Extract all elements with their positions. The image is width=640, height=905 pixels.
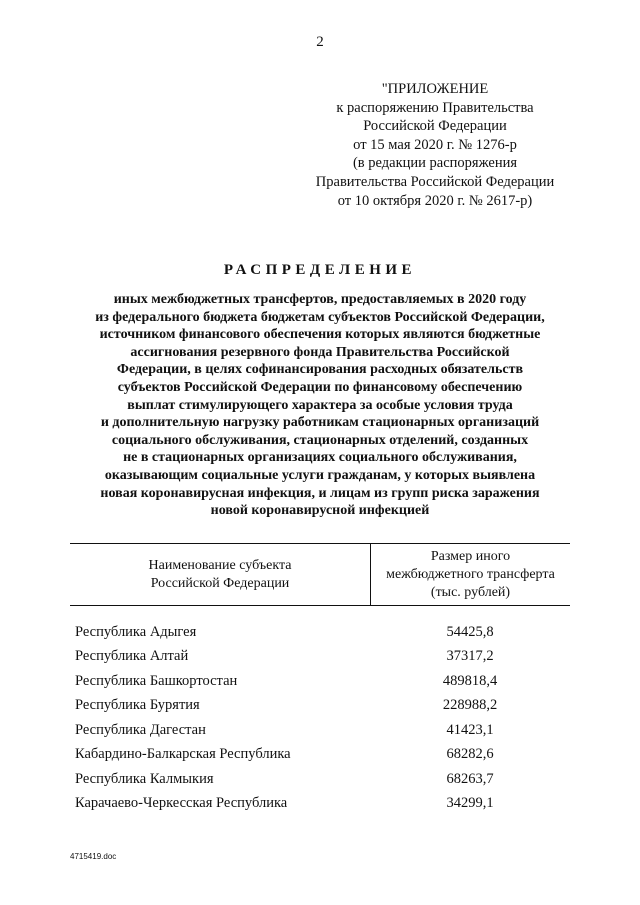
annex-line: Российской Федерации — [363, 118, 507, 135]
annex-line: Правительства Российской Федерации — [315, 173, 555, 190]
region-name: Республика Бурятия — [75, 697, 200, 714]
annex-line: от 15 мая 2020 г. № 1276-р — [353, 136, 517, 153]
subtitle-line: выплат стимулирующего характера за особые условия труда — [127, 397, 513, 413]
transfer-amount: 37317,2 — [446, 648, 494, 665]
header-value-line: Размер иного — [430, 548, 511, 564]
table-row — [75, 743, 570, 768]
header-name-column — [70, 544, 371, 605]
table-row — [75, 792, 570, 817]
subtitle-line: не в стационарных организациях социального обслуживания, — [123, 450, 517, 466]
annex-line: к распоряжению Правительства — [336, 99, 534, 116]
annex-line: (в редакции распоряжения — [352, 155, 518, 172]
table-row — [75, 669, 570, 694]
table-body — [75, 620, 570, 816]
region-name: Кабардино-Балкарская Республика — [75, 746, 291, 763]
document-subtitle — [70, 291, 570, 520]
table-row — [75, 718, 570, 743]
annex-line: от 10 октября 2020 г. № 2617-р) — [337, 192, 533, 209]
subtitle-line: Федерации, в целях софинансирования расходных обязательств — [116, 362, 524, 378]
header-value-line: межбюджетного трансферта — [386, 566, 555, 582]
subtitle-line: социального обслуживания, стационарных отделений, созданных — [111, 432, 529, 448]
table-row — [75, 645, 570, 670]
subtitle-line: из федерального бюджета бюджетам субъектов Российской Федерации, — [95, 309, 545, 325]
transfer-amount: 228988,2 — [442, 697, 498, 714]
subtitle-line: ассигнования резервного фонда Правительства Российской — [130, 344, 510, 360]
subtitle-line: и дополнительную нагрузку работникам стационарных организаций — [100, 415, 540, 431]
header-name-line: Российской Федерации — [150, 575, 290, 591]
region-name: Республика Башкортостан — [75, 672, 238, 689]
subtitle-line: иных межбюджетных трансфертов, предоставляемых в 2020 году — [113, 292, 527, 307]
region-name: Карачаево-Черкесская Республика — [75, 795, 288, 812]
table-row — [75, 767, 570, 792]
transfer-amount: 68263,7 — [446, 770, 494, 787]
table-header — [70, 543, 570, 606]
page-number: 2 — [316, 34, 324, 50]
subtitle-line: оказывающим социальные услуги гражданам, у которых выявлена — [104, 467, 536, 483]
table-row — [75, 620, 570, 645]
transfer-amount: 34299,1 — [446, 795, 494, 812]
header-value-column — [371, 544, 570, 605]
table-row — [75, 694, 570, 719]
region-name: Республика Адыгея — [75, 623, 197, 640]
subtitle-line: новой коронавирусной инфекцией — [210, 503, 430, 519]
subtitle-line: источником финансового обеспечения которых являются бюджетные — [99, 327, 541, 343]
transfer-amount: 68282,6 — [446, 746, 494, 763]
document-file-code: 4715419.doc — [70, 852, 117, 861]
region-name: Республика Дагестан — [75, 721, 206, 738]
document-title: РАСПРЕДЕЛЕНИЕ — [223, 262, 417, 278]
annex-block — [300, 80, 570, 210]
annex-line: "ПРИЛОЖЕНИЕ — [381, 81, 489, 97]
subtitle-line: субъектов Российской Федерации по финансовому обеспечению — [117, 379, 523, 395]
region-name: Республика Калмыкия — [75, 770, 214, 787]
region-name: Республика Алтай — [75, 648, 189, 665]
header-name-line: Наименование субъекта — [148, 557, 292, 573]
transfer-amount: 489818,4 — [442, 672, 498, 689]
subtitle-line: новая коронавирусная инфекция, и лицам из групп риска заражения — [100, 485, 540, 501]
header-value-line: (тыс. рублей) — [430, 584, 511, 600]
transfer-amount: 54425,8 — [446, 623, 494, 640]
transfer-amount: 41423,1 — [446, 721, 494, 738]
